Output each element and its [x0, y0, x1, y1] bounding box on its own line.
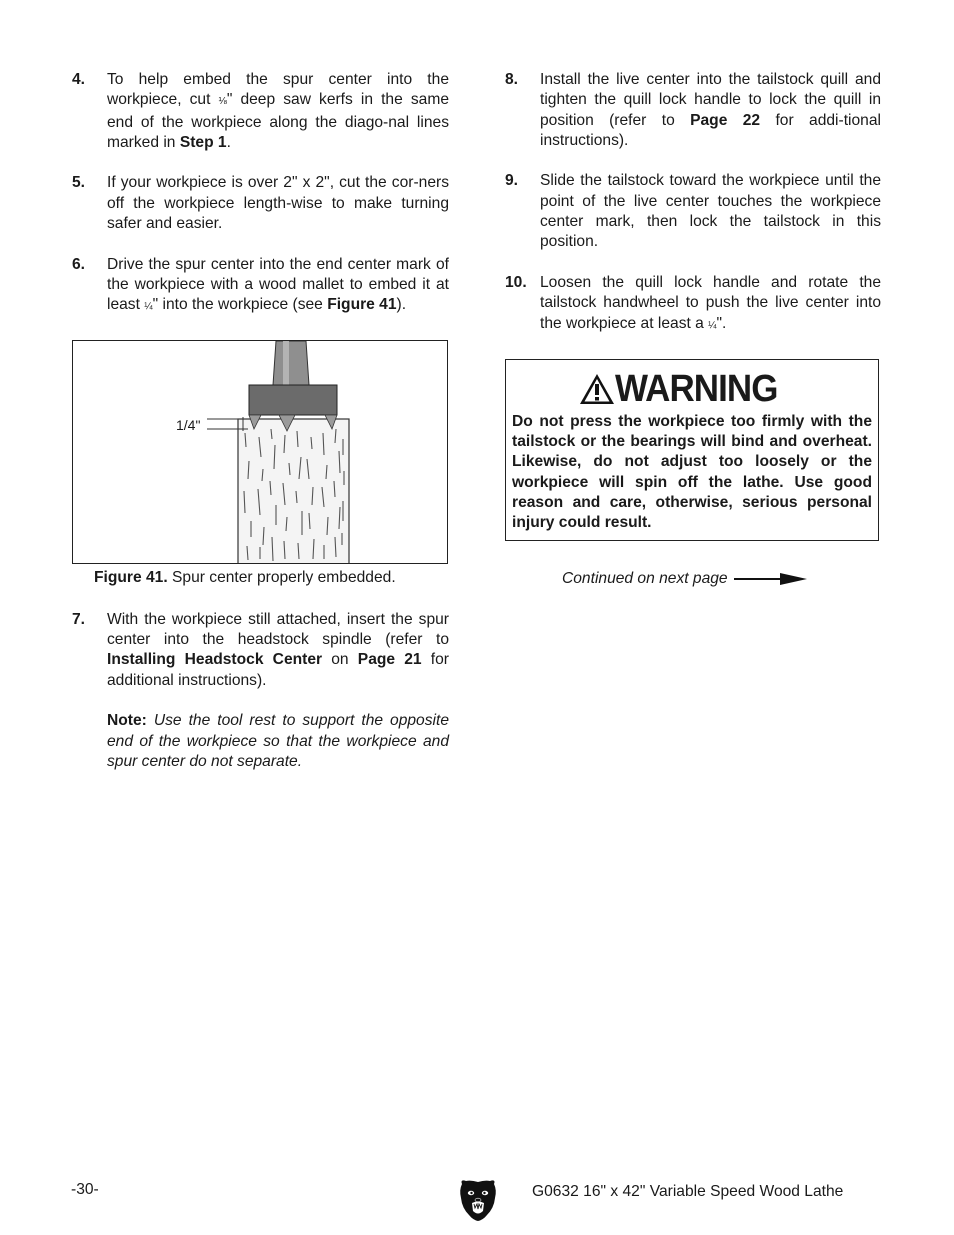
warning-box [505, 359, 879, 541]
figure-reference: Figure 41 [327, 296, 397, 314]
fraction: ⅛ [218, 96, 227, 108]
step-number: 9. [505, 172, 519, 190]
footer-title: G0632 16" x 42" Variable Speed Wood Lathe [532, 1183, 844, 1200]
dimension-label: 1/4" [176, 416, 201, 433]
step-text: Install the live center into the tailstock quill and tighten the quill lock handle to lock the quill in position (refer to Page 22 for addi-tional instructions). [540, 71, 881, 149]
step-number: 7. [72, 610, 86, 628]
right-column [505, 70, 881, 589]
step-text: Loosen the quill lock handle and rotate the tailstock handwheel to push the live center into the workpiece at least a ¼". [540, 273, 881, 332]
step-text: If your workpiece is over 2" x 2", cut the cor-ners off the workpiece length-wise to make turning safer and easier. [107, 174, 449, 233]
step-number: 4. [72, 71, 86, 88]
step-number: 10. [505, 273, 527, 291]
step-8 [505, 70, 881, 151]
left-column [72, 70, 449, 772]
spindle-shaft [273, 341, 309, 385]
step-4 [72, 70, 449, 153]
fraction: ¼ [144, 301, 153, 313]
section-reference: Installing Headstock Center [107, 651, 323, 669]
spindle-highlight [283, 341, 289, 385]
note-label: Note: [107, 712, 147, 730]
step-text: With the workpiece still attached, insert the spur center into the headstock spindle (refer to Installing Headstock Center on Page 21 for additional instructions). [107, 610, 449, 689]
warning-triangle-icon [579, 373, 615, 405]
continued-text: Continued on next page [562, 569, 728, 587]
step-7 [72, 610, 449, 691]
page-reference: Page 22 [690, 111, 761, 129]
continued-indicator [505, 569, 881, 589]
step-text: Drive the spur center into the end center mark of the workpiece with a wood mallet to embed it at least ¼" into the workpiece (see Figure 41). [107, 255, 449, 314]
arrow-right-icon [734, 572, 808, 586]
step-text: To help embed the spur center into the workpiece, cut ⅛" deep saw kerfs in the same end of the workpiece along the diago-nal lines marked in Step 1. [107, 71, 449, 151]
step-number: 8. [505, 71, 519, 88]
step-5 [72, 173, 449, 234]
page-number: -30- [71, 1181, 99, 1198]
workpiece-block [238, 419, 349, 563]
step-10 [505, 273, 881, 336]
page-reference: Page 21 [357, 651, 422, 669]
bear-logo-icon [458, 1178, 498, 1222]
warning-text: Do not press the workpiece too firmly with the tailstock or the bearings will bind and overheat. Likewise, do not adjust too loosely or the workpiece will spin off the lathe. Use good reason and care, otherwise, serious personal injury could result. [512, 412, 872, 532]
step-reference: Step 1 [179, 133, 227, 151]
figure-41 [72, 340, 448, 564]
step-number: 6. [72, 255, 86, 273]
warning-header [498, 367, 872, 410]
step-number: 5. [72, 174, 86, 192]
warning-title: WARNING [614, 367, 778, 410]
step-9 [505, 171, 881, 252]
step-text: Slide the tailstock toward the workpiece until the point of the live center touches the workpiece center mark, then lock the tailstock in this position. [540, 172, 881, 251]
note: Note: Use the tool rest to support the opposite end of the workpiece so that the workpiece and spur center do not separate. [107, 712, 449, 770]
figure-caption: Figure 41. Spur center properly embedded. [94, 568, 396, 586]
step-6 [72, 255, 449, 318]
spur-center-head [249, 385, 337, 415]
fraction: ¼ [708, 319, 717, 331]
spur-center-illustration [73, 341, 447, 563]
